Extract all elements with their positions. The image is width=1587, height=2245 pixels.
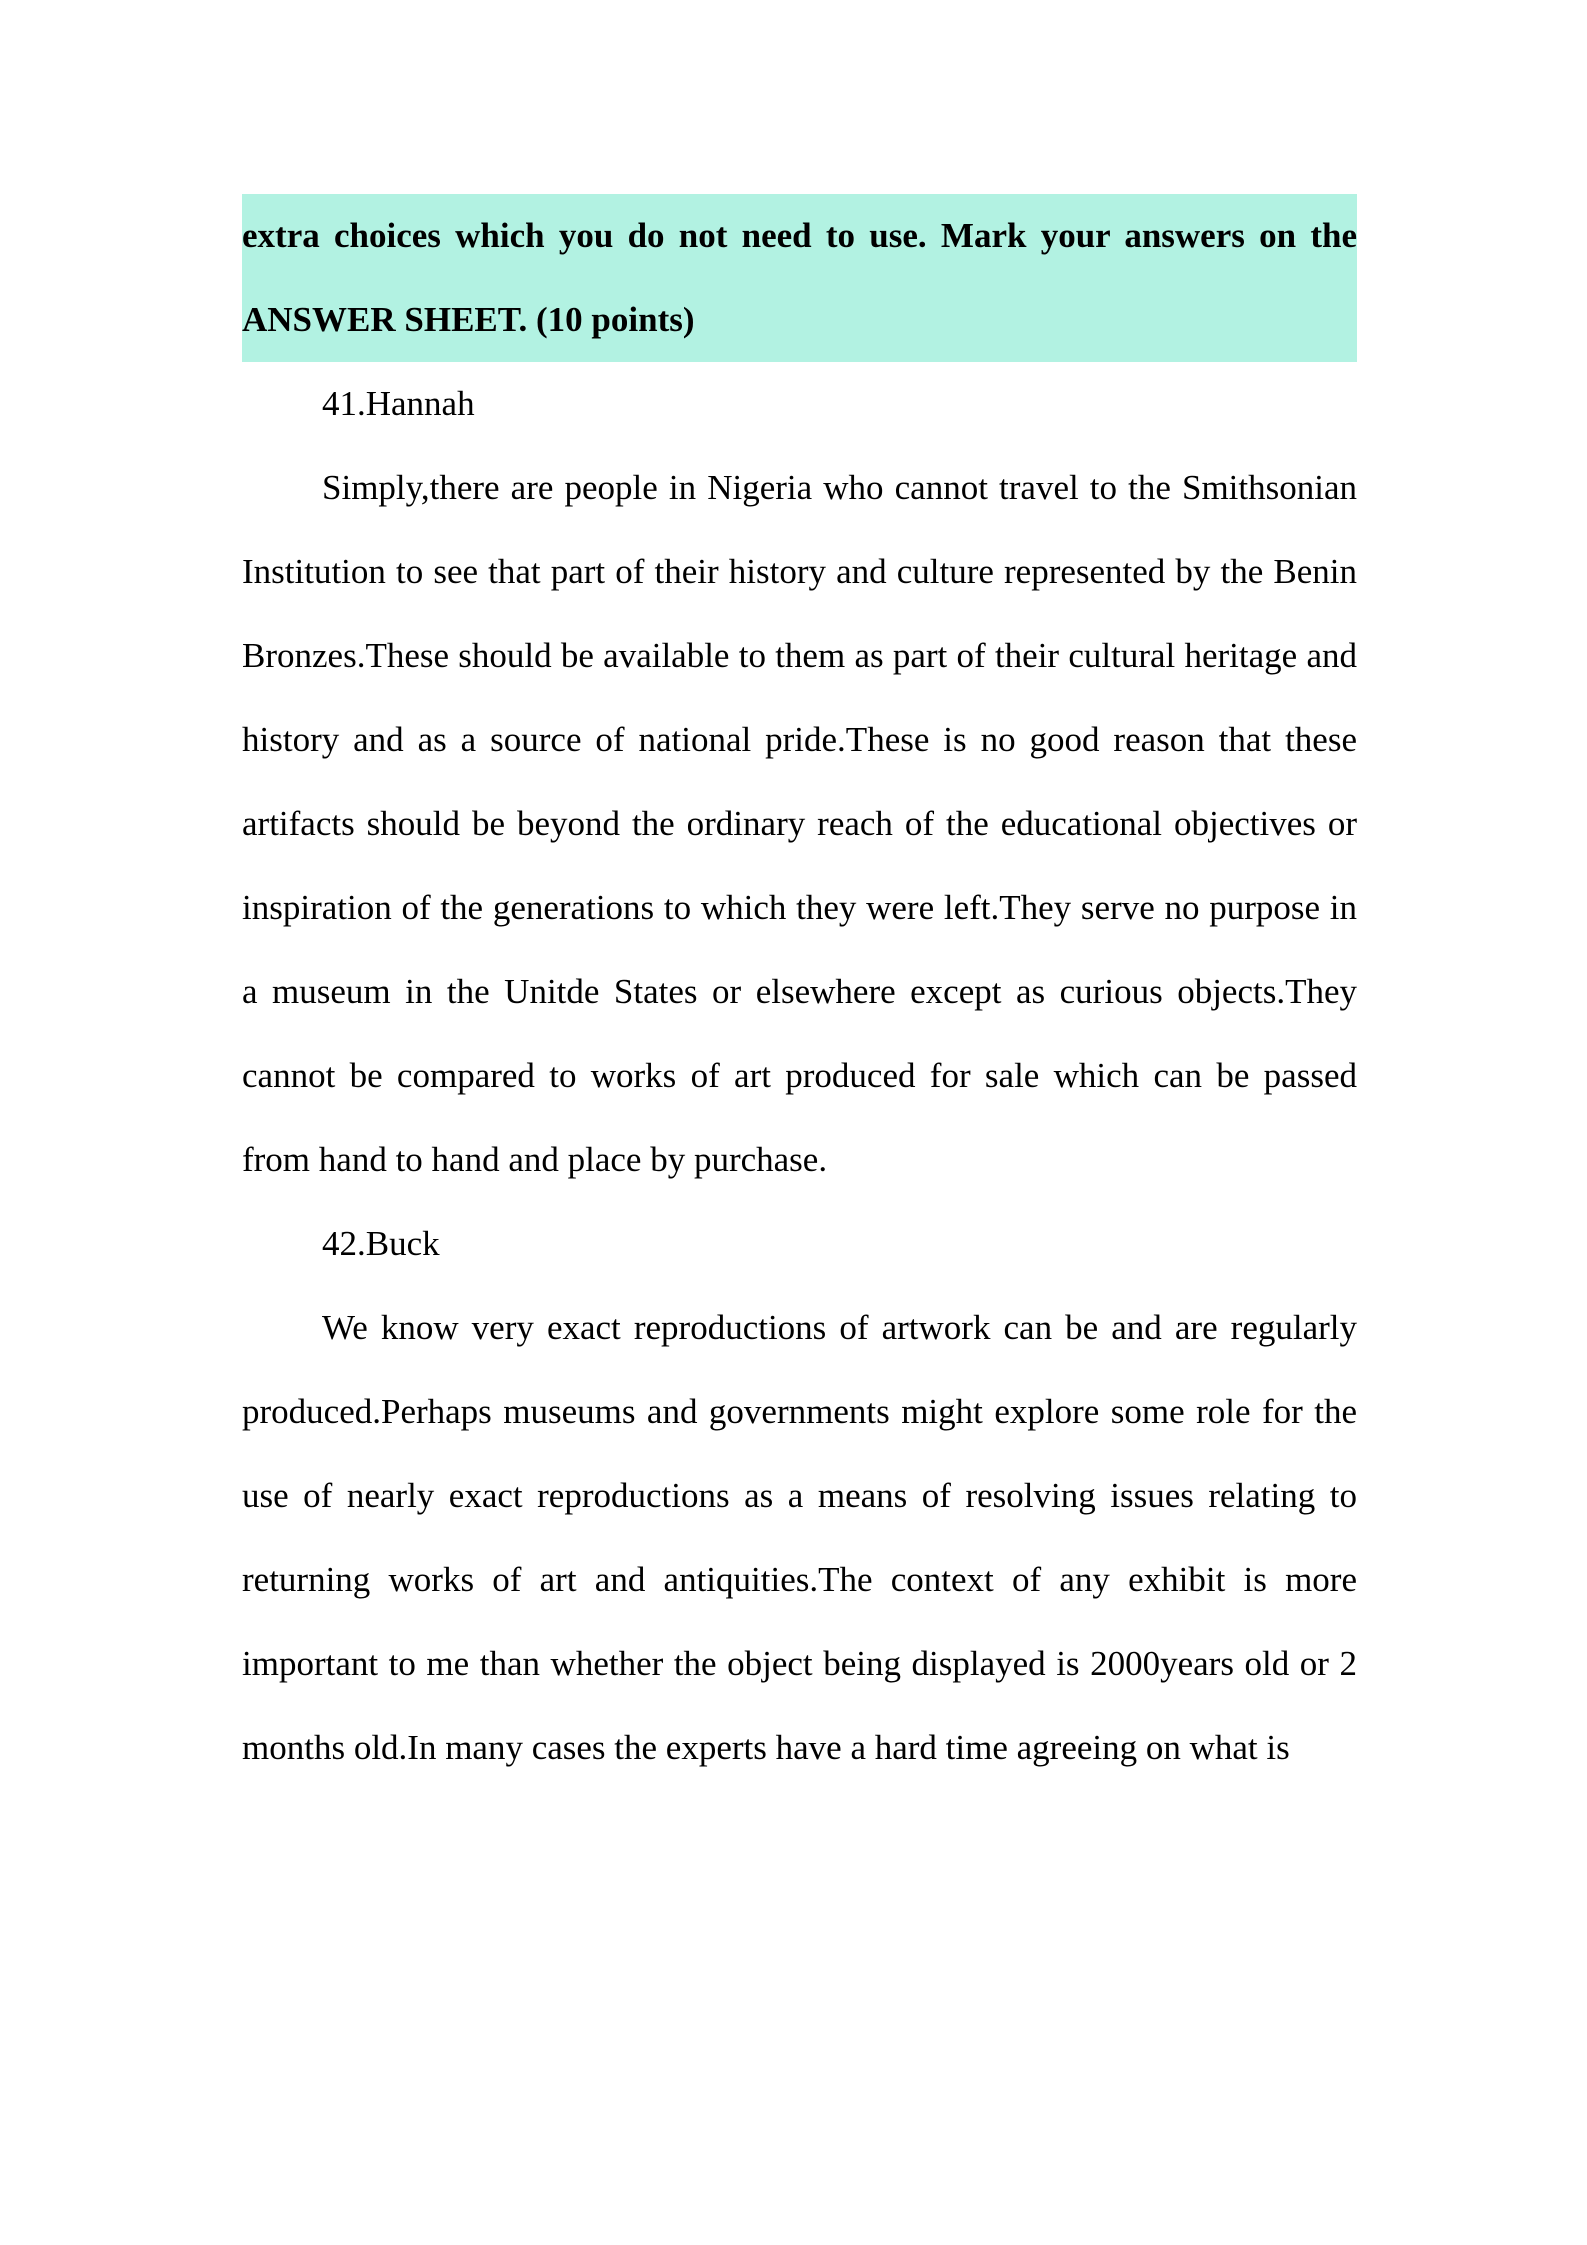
- document-page: [242, 194, 1357, 1790]
- entry-text-hannah: Simply,there are people in Nigeria who cannot travel to the Smithsonian Institution to see that part of their history and culture represented by the Benin Bronzes.These should be available to them as part of their cultural heritage and history and as a source of national pride.These is no good reason that these artifacts should be beyond the ordinary reach of the educational objectives or inspiration of the generations to which they were left.They serve no purpose in a museum in the Unitde States or elsewhere except as curious objects.They cannot be compared to works of art produced for sale which can be passed from hand to hand and place by purchase.: [242, 468, 1357, 1179]
- entry-label-hannah: 41.Hannah: [322, 384, 475, 423]
- entry-text-buck: We know very exact reproductions of artwork can be and are regularly produced.Perhaps museums and governments might explore some role for the use of nearly exact reproductions as a means of resolving issues relating to returning works of art and antiquities.The context of any exhibit is more important to me than whether the object being displayed is 2000years old or 2 months old.In many cases the experts have a hard time agreeing on what is: [242, 1308, 1357, 1767]
- instruction-highlight: extra choices which you do not need to use. Mark your answers on the ANSWER SHEET. (10 points): [242, 194, 1357, 362]
- entry-label-buck: 42.Buck: [322, 1224, 440, 1263]
